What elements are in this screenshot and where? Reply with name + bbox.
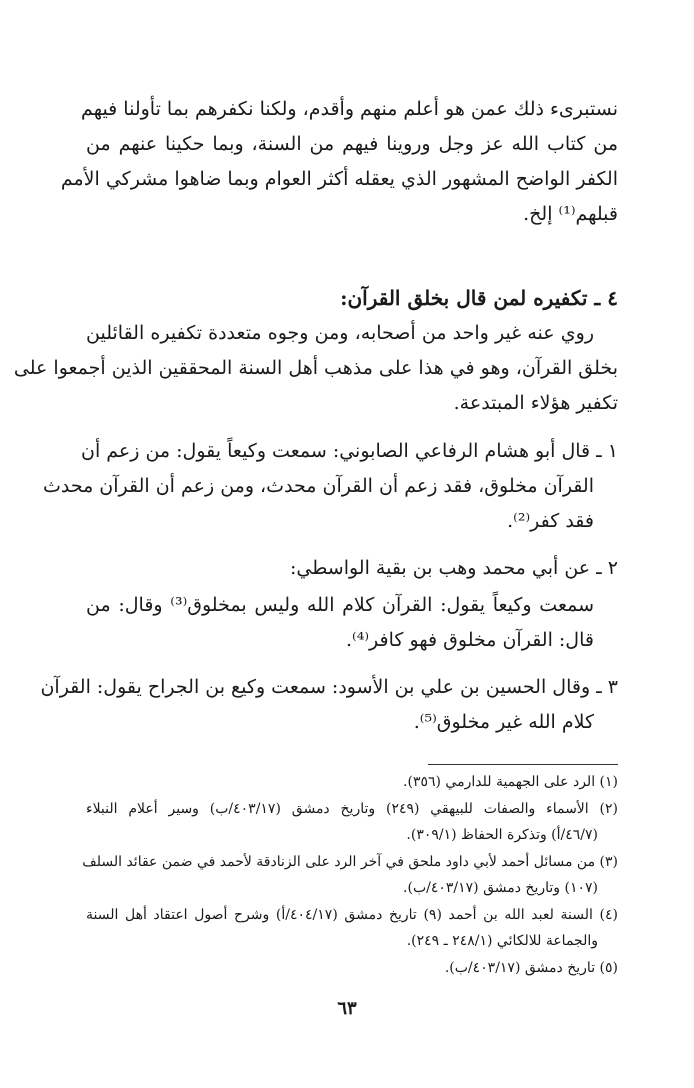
item-3-line: ٣ ـ وقال الحسين بن علي بن الأسود: سمعت وكيع بن الجراح يقول: القرآن: [40, 676, 618, 698]
footnote-line: (٢) الأسماء والصفات للبيهقي (٢٤٩) وتاريخ دمشق (٤٠٣/١٧/ب) وسير أعلام النبلاء: [86, 801, 618, 817]
item-1-line: ١ ـ قال أبو هشام الرفاعي الصابوني: سمعت وكيعاً يقول: من زعم أن: [81, 440, 618, 462]
section-line: روي عنه غير واحد من أصحابه، ومن وجوه متعددة تكفيره القائلين: [86, 322, 594, 344]
item-2-line: قال: القرآن مخلوق فهو كافر⁽⁴⁾.: [346, 629, 594, 651]
section-line: تكفير هؤلاء المبتدعة.: [453, 392, 618, 414]
item-2-line: سمعت وكيعاً يقول: القرآن كلام الله وليس بمخلوق⁽³⁾ وقال: من: [86, 594, 595, 616]
body-line: قبلهم⁽¹⁾ إلخ.: [523, 203, 618, 225]
section-line: بخلق القرآن، وهو في هذا على مذهب أهل السنة المحققين الذين أجمعوا على: [13, 357, 618, 379]
footnote-line: (٤٦/٧/أ) وتذكرة الحفاظ (٣٠٩/١).: [406, 827, 598, 843]
footnote-divider: [428, 764, 618, 765]
item-1-line: القرآن مخلوق، فقد زعم أن القرآن محدث، ومن زعم أن القرآن محدث: [42, 475, 594, 497]
section-heading: ٤ ـ تكفيره لمن قال بخلق القرآن:: [340, 286, 618, 310]
footnote-line: (٤) السنة لعبد الله بن أحمد (٩) تاريخ دمشق (٤٠٤/١٧/أ) وشرح أصول اعتقاد أهل السنة: [86, 907, 619, 923]
footnote-line: (١٠٧) وتاريخ دمشق (٤٠٣/١٧/ب).: [403, 880, 598, 896]
body-line: نستبرىء ذلك عمن هو أعلم منهم وأقدم، ولكنا نكفرهم بما تأولنا فيهم: [81, 98, 618, 120]
item-3-line: كلام الله غير مخلوق⁽⁵⁾.: [413, 711, 594, 733]
body-line: الكفر الواضح المشهور الذي يعقله أكثر العوام وبما ضاهوا مشركي الأمم: [60, 168, 618, 190]
item-1-line: فقد كفر⁽²⁾.: [507, 510, 594, 532]
footnote-line: والجماعة للالكائي (٢٤٨/١ ـ ٢٤٩).: [406, 933, 598, 949]
footnote-line: (١) الرد على الجهمية للدارمي (٣٥٦).: [403, 774, 618, 790]
footnote-line: (٥) تاريخ دمشق (٤٠٣/١٧/ب).: [444, 960, 618, 976]
page-number: ٦٣: [337, 998, 357, 1019]
footnote-line: (٣) من مسائل أحمد لأبي داود ملحق في آخر الرد على الزنادقة لأحمد في ضمن عقائد السلف: [82, 854, 618, 870]
item-2-line: ٢ ـ عن أبي محمد وهب بن بقية الواسطي:: [289, 557, 618, 579]
body-line: من كتاب الله عز وجل وروينا فيهم من السنة، وبما حكينا عنهم من: [86, 133, 618, 155]
